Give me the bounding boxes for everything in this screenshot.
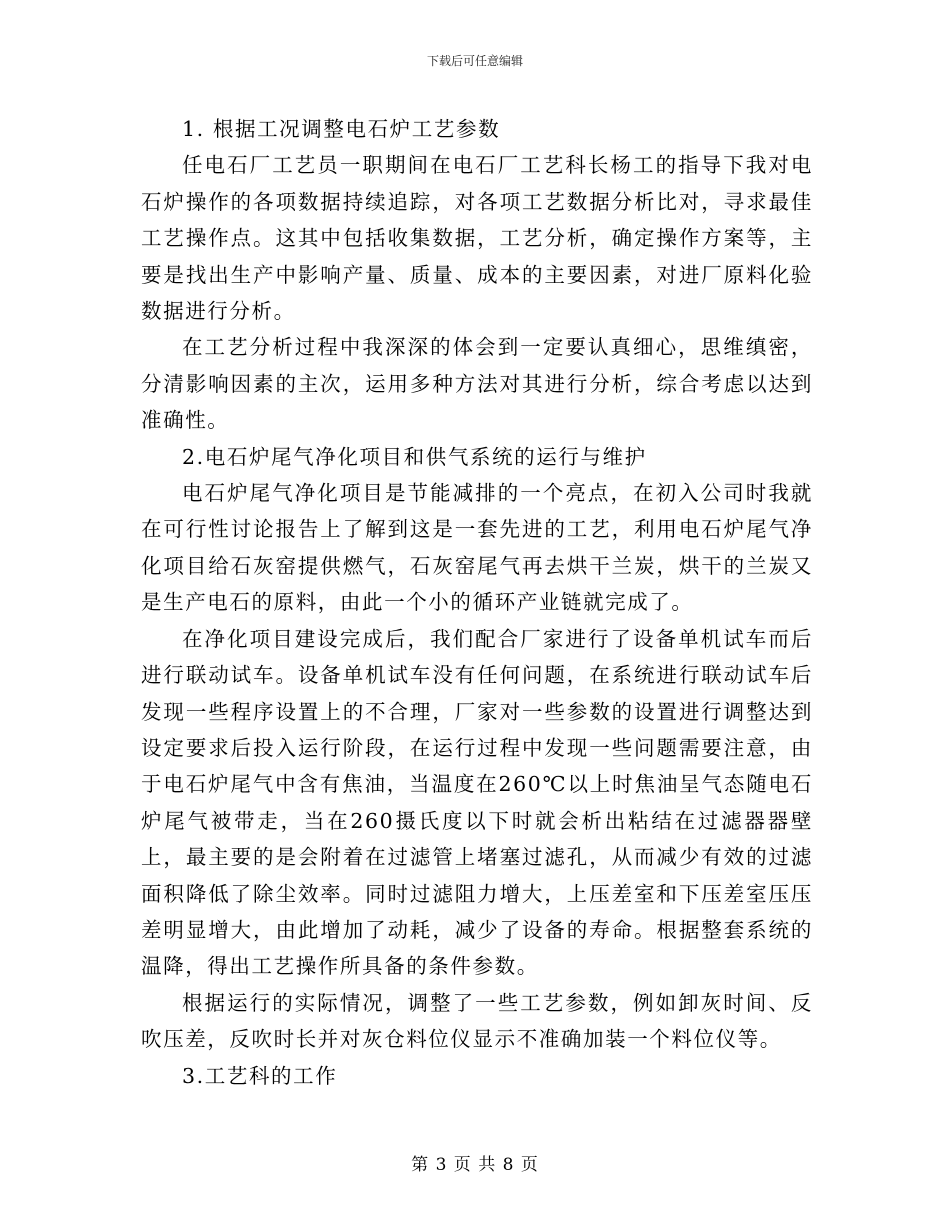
page-header-note: 下载后可任意编辑: [426, 54, 523, 68]
document-body: [141, 111, 813, 1094]
section-heading-1: 1. 根据工况调整电石炉工艺参数: [182, 117, 501, 141]
page-number-footer: 第 3 页 共 8 页: [411, 1155, 539, 1175]
section-heading-3: 3.工艺科的工作: [182, 1063, 338, 1088]
section-heading-2: 2.电石炉尾气净化项目和供气系统的运行与维护: [182, 444, 647, 469]
paragraph: 任电石厂工艺员一职期间在电石厂工艺科长杨工的指导下我对电石炉操作的各项数据持续追踪，对各项工艺数据分析比对，寻求最佳工艺操作点。这其中包括收集数据，工艺分析，确定操作方案等，主要是找出生产中影响产量、质量、成本的主要因素，对进厂原料化验数据进行分析。: [141, 153, 813, 324]
paragraph: 在工艺分析过程中我深深的体会到一定要认真细心，思维缜密，分清影响因素的主次，运用多种方法对其进行分析，综合考虑以达到准确性。: [141, 335, 813, 433]
paragraph: 根据运行的实际情况，调整了一些工艺参数，例如卸灰时间、反吹压差，反吹时长并对灰仓料位仪显示不准确加装一个料位仪等。: [141, 990, 813, 1052]
paragraph: 在净化项目建设完成后，我们配合厂家进行了设备单机试车而后进行联动试车。设备单机试车没有任何问题，在系统进行联动试车后发现一些程序设置上的不合理，厂家对一些参数的设置进行调整达到设定要求后投入运行阶段，在运行过程中发现一些问题需要注意，由于电石炉尾气中含有焦油，当温度在260℃以上时焦油呈气态随电石炉尾气被带走，当在260摄氏度以下时就会析出粘结在过滤器器壁上，最主要的是会附着在过滤管上堵塞过滤孔，从而减少有效的过滤面积降低了除尘效率。同时过滤阻力增大，上压差室和下压差室压压差明显增大，由此增加了动耗，减少了设备的寿命。根据整套系统的温降，得出工艺操作所具备的条件参数。: [141, 626, 813, 979]
paragraph: 电石炉尾气净化项目是节能减排的一个亮点，在初入公司时我就在可行性讨论报告上了解到这是一套先进的工艺，利用电石炉尾气净化项目给石灰窑提供燃气，石灰窑尾气再去烘干兰炭，烘干的兰炭又是生产电石的原料，由此一个小的循环产业链就完成了。: [141, 481, 813, 615]
